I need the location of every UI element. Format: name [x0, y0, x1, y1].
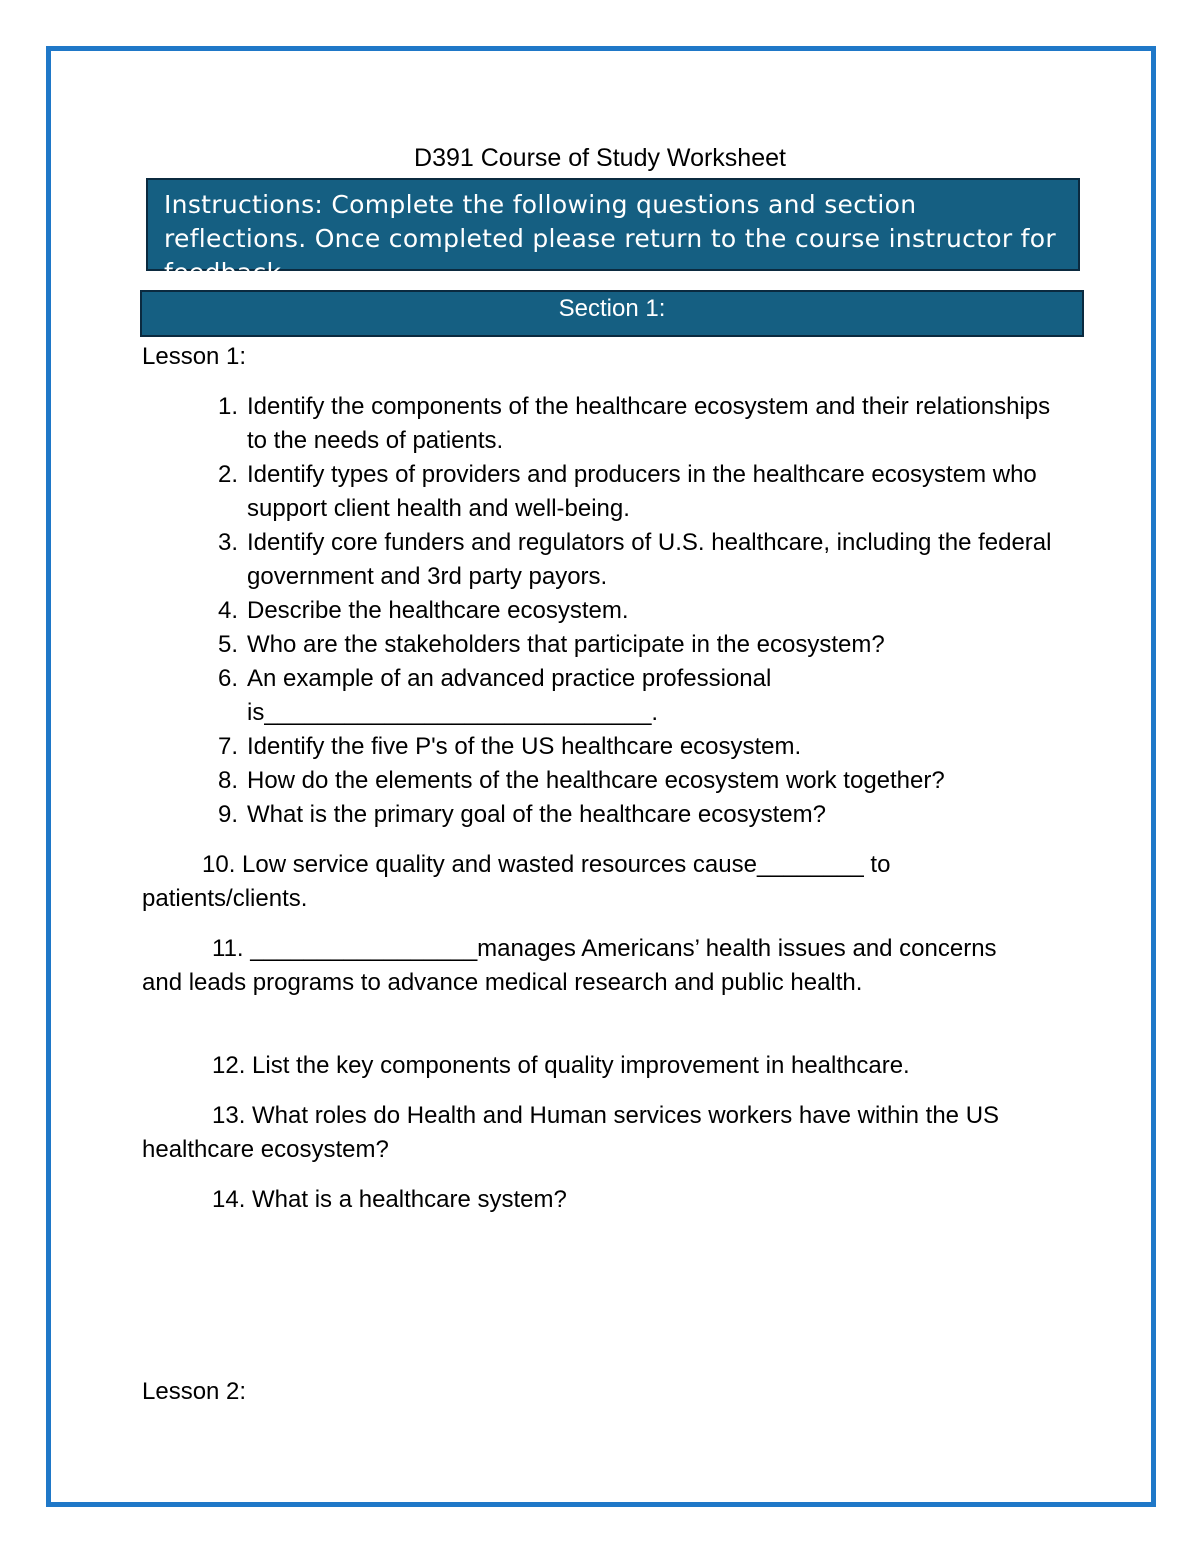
- question-14: 14. What is a healthcare system?: [212, 1186, 567, 1213]
- list-item-text: Who are the stakeholders that participate in the ecosystem?: [247, 631, 885, 658]
- list-item-number: 4.: [217, 597, 238, 624]
- list-item: [0, 526, 1200, 594]
- list-item-text: An example of an advanced practice professional is_____________________________.: [247, 665, 772, 726]
- list-item-number: 6.: [217, 665, 238, 692]
- document-title: D391 Course of Study Worksheet: [414, 144, 786, 172]
- list-item-text: Describe the healthcare ecosystem.: [247, 597, 629, 624]
- list-item: [0, 390, 1200, 458]
- list-item-number: 2.: [217, 461, 238, 488]
- question-13: 13. What roles do Health and Human services workers have within the US healthcare ecosystem?: [142, 1102, 1000, 1163]
- list-item-text: Identify the components of the healthcare ecosystem and their relationships to the needs of patients.: [247, 393, 1051, 454]
- question-11: 11. _________________manages Americans’ health issues and concerns and leads programs to advance medical research and public health.: [142, 935, 997, 996]
- list-item-text: Identify core funders and regulators of U.S. healthcare, including the federal government and 3rd party payors.: [247, 529, 1052, 590]
- question-12: 12. List the key components of quality improvement in healthcare.: [212, 1052, 910, 1079]
- list-item-text: What is the primary goal of the healthcare ecosystem?: [247, 801, 826, 828]
- list-item-number: 8.: [217, 767, 238, 794]
- list-item-number: 7.: [217, 733, 238, 760]
- list-item-number: 5.: [217, 631, 238, 658]
- list-item-number: 9.: [217, 801, 238, 828]
- list-item-text: How do the elements of the healthcare ecosystem work together?: [247, 767, 945, 794]
- list-item: [0, 594, 1200, 628]
- section-header: Section 1:: [140, 290, 1084, 337]
- list-item-number: 1.: [217, 393, 238, 420]
- list-item-number: 3.: [217, 529, 238, 556]
- list-item: [0, 662, 1200, 730]
- list-item: [0, 458, 1200, 526]
- instructions-text: Instructions: Complete the following questions and section reflections. Once completed please return to the course instructor for feedback.: [164, 190, 1056, 287]
- list-item: [0, 764, 1200, 798]
- list-item: [0, 730, 1200, 764]
- list-item-text: Identify types of providers and producers in the healthcare ecosystem who support client health and well-being.: [247, 461, 1037, 522]
- list-item: [0, 798, 1200, 832]
- instructions-box: [146, 178, 1080, 287]
- lesson-2-label: Lesson 2:: [142, 1378, 247, 1405]
- question-list: [0, 390, 1200, 832]
- list-item: [0, 628, 1200, 662]
- list-item-text: Identify the five P's of the US healthcare ecosystem.: [247, 733, 802, 760]
- question-10: 10. Low service quality and wasted resources cause________ to patients/clients.: [142, 851, 891, 912]
- lesson-1-label: Lesson 1:: [142, 343, 247, 370]
